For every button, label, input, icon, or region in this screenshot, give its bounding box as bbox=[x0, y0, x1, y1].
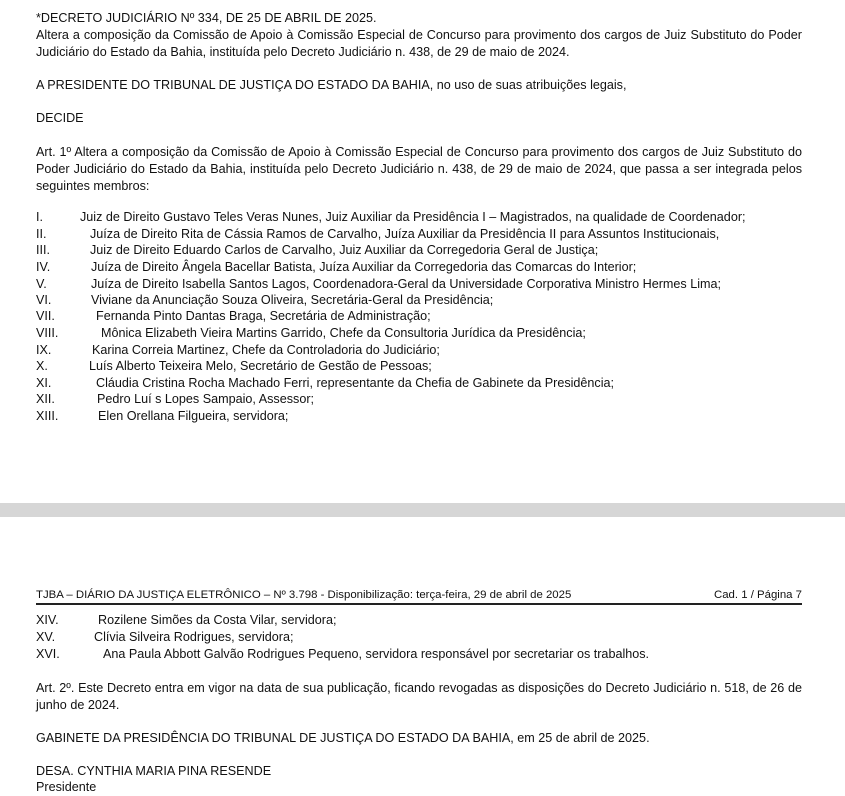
decree-summary: Altera a composição da Comissão de Apoio à Comissão Especial de Concurso para provimento dos cargos de Juiz Substituto do Poder Judiciário do Estado da Bahia, instituída pelo Decreto Judiciário n. 438, de 29 de maio de 2024. bbox=[36, 28, 802, 59]
list-item-number: XII. bbox=[36, 392, 55, 406]
decide-heading: DECIDE bbox=[36, 111, 84, 125]
list-item-number: III. bbox=[36, 243, 50, 257]
list-item-text: Juíza de Direito Ângela Bacellar Batista, Juíza Auxiliar da Corregedoria das Comarcas do Interior; bbox=[91, 260, 637, 274]
list-item-text: Pedro Luí s Lopes Sampaio, Assessor; bbox=[97, 392, 315, 406]
list-item-number: I. bbox=[36, 210, 43, 224]
list-item-number: IV. bbox=[36, 260, 51, 274]
page-number: Cad. 1 / Página 7 bbox=[713, 589, 802, 601]
signatory-name: DESA. CYNTHIA MARIA PINA RESENDE bbox=[36, 764, 272, 778]
list-item-text: Ana Paula Abbott Galvão Rodrigues Pequeno, servidora responsável por secretariar os trabalhos. bbox=[103, 647, 650, 661]
list-item-text: Elen Orellana Filgueira, servidora; bbox=[98, 409, 289, 423]
list-item-number: VI. bbox=[36, 293, 52, 307]
list-item-text: Juiz de Direito Gustavo Teles Veras Nunes, Juiz Auxiliar da Presidência I – Magistrados, na qualidade de Coordenador; bbox=[80, 210, 746, 224]
list-item-text: Viviane da Anunciação Souza Oliveira, Secretária-Geral da Presidência; bbox=[91, 293, 494, 307]
list-item-number: X. bbox=[36, 359, 48, 373]
list-item-text: Juiz de Direito Eduardo Carlos de Carvalho, Juiz Auxiliar da Corregedoria Geral de Justiça; bbox=[90, 243, 599, 257]
list-item-number: IX. bbox=[36, 343, 52, 357]
list-item-number: XV. bbox=[36, 630, 56, 644]
article-1: Art. 1º Altera a composição da Comissão de Apoio à Comissão Especial de Concurso para provimento dos cargos de Juiz Substituto do Poder Judiciário do Estado da Bahia, instituída pelo Decreto Judiciário n. 438, de 29 de maio de 2024, que passa a ser integrada pelos seguintes membros: bbox=[36, 145, 802, 193]
page-header bbox=[36, 588, 802, 605]
list-item-text: Juíza de Direito Isabella Santos Lagos, Coordenadora-Geral da Universidade Corporativa Ministro Hermes Lima; bbox=[91, 277, 721, 291]
closing-statement: GABINETE DA PRESIDÊNCIA DO TRIBUNAL DE JUSTIÇA DO ESTADO DA BAHIA, em 25 de abril de 2025. bbox=[36, 731, 650, 745]
list-item-number: II. bbox=[36, 227, 47, 241]
list-item-number: XI. bbox=[36, 376, 52, 390]
list-item-text: Clívia Silveira Rodrigues, servidora; bbox=[94, 630, 294, 644]
list-item-number: VII. bbox=[36, 309, 55, 323]
list-item-number: XIII. bbox=[36, 409, 59, 423]
article-2: Art. 2º. Este Decreto entra em vigor na data de sua publicação, ficando revogadas as disposições do Decreto Judiciário n. 518, de 26 de junho de 2024. bbox=[36, 681, 802, 712]
list-item-number: VIII. bbox=[36, 326, 59, 340]
list-item-text: Cláudia Cristina Rocha Machado Ferri, representante da Chefia de Gabinete da Presidência; bbox=[96, 376, 615, 390]
list-item-text: Juíza de Direito Rita de Cássia Ramos de Carvalho, Juíza Auxiliar da Presidência II para Assuntos Institucionais, bbox=[90, 227, 720, 241]
journal-header: TJBA – DIÁRIO DA JUSTIÇA ELETRÔNICO – Nº 3.798 - Disponibilização: terça-feira, 29 de abril de 2025 bbox=[36, 589, 572, 601]
list-item-text: Luís Alberto Teixeira Melo, Secretário de Gestão de Pessoas; bbox=[89, 359, 432, 373]
list-item-text: Rozilene Simões da Costa Vilar, servidora; bbox=[98, 613, 337, 627]
signatory-title: Presidente bbox=[36, 780, 97, 794]
list-item-number: XIV. bbox=[36, 613, 59, 627]
preamble: A PRESIDENTE DO TRIBUNAL DE JUSTIÇA DO ESTADO DA BAHIA, no uso de suas atribuições legais, bbox=[36, 78, 627, 92]
decree-title: *DECRETO JUDICIÁRIO Nº 334, DE 25 DE ABRIL DE 2025. bbox=[36, 11, 377, 25]
list-item-text: Mônica Elizabeth Vieira Martins Garrido, Chefe da Consultoria Jurídica da Presidência; bbox=[101, 326, 586, 340]
page-separator bbox=[0, 503, 845, 517]
list-item-number: XVI. bbox=[36, 647, 60, 661]
list-item-text: Karina Correia Martinez, Chefe da Controladoria do Judiciário; bbox=[92, 343, 440, 357]
list-item-number: V. bbox=[36, 277, 47, 291]
list-item-text: Fernanda Pinto Dantas Braga, Secretária de Administração; bbox=[96, 309, 431, 323]
